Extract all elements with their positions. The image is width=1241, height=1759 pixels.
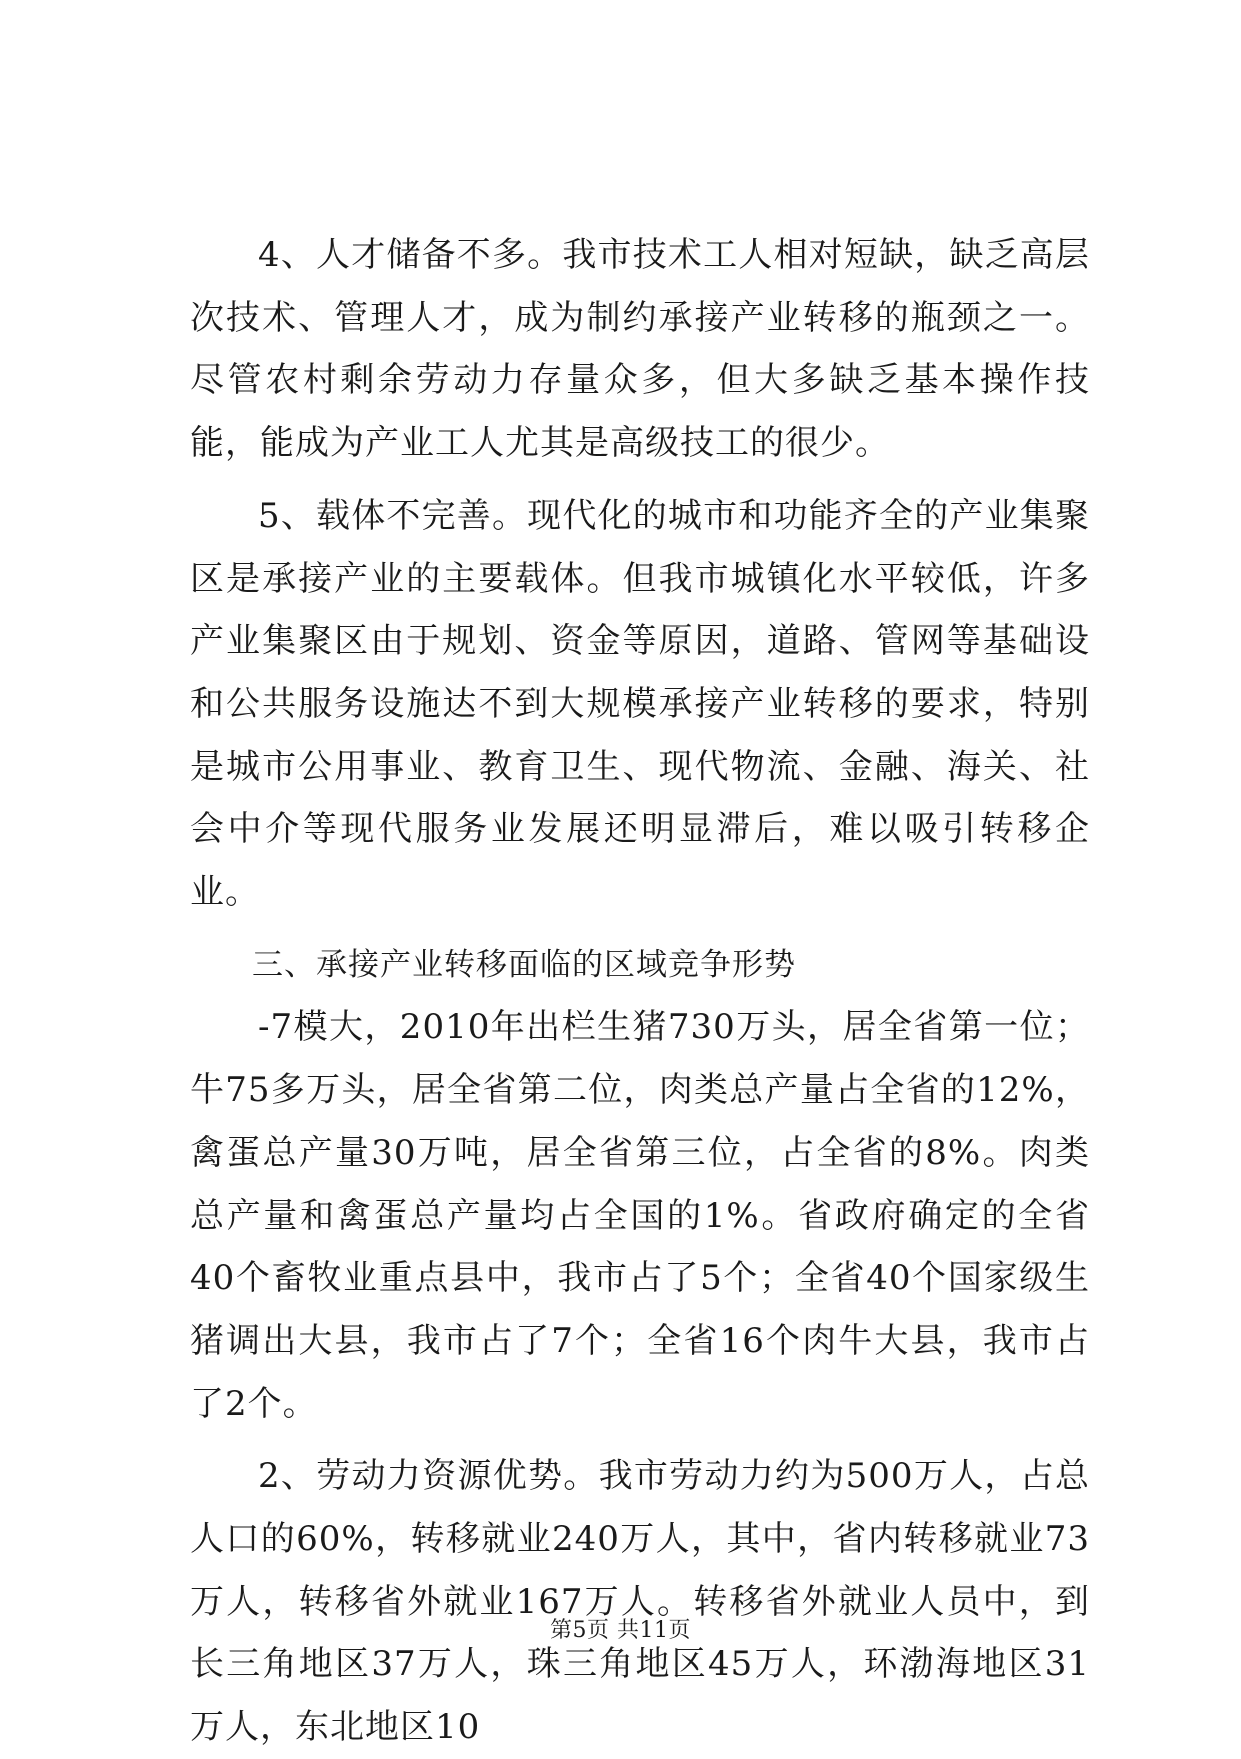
paragraph-carrier: 5、载体不完善。现代化的城市和功能齐全的产业集聚区是承接产业的主要载体。但我市城镇化水平较低，许多产业集聚区由于规划、资金等原因，道路、管网等基础设和公共服务设施达不到大规模承接产业转移的要求，特别是城市公用事业、教育卫生、现代物流、金融、海关、社会中介等现代服务业发展还明显滞后，难以吸引转移企业。 <box>190 495 1090 913</box>
paragraph-talent-reserve: 4、人才储备不多。我市技术工人相对短缺，缺乏高层次技术、管理人才，成为制约承接产业转移的瓶颈之一。尽管农村剩余劳动力存量众多，但大多缺乏基本操作技能，能成为产业工人尤其是高级技工的很少。 <box>190 235 1090 464</box>
document-body <box>190 224 1090 1759</box>
page-footer: 第5页 共11页 <box>550 1618 691 1643</box>
paragraph-livestock: -7模大，2010年出栏生猪730万头，居全省第一位；牛75多万头，居全省第二位，肉类总产量占全省的12%，禽蛋总产量30万吨，居全省第三位，占全省的8%。肉类总产量和禽蛋总产量均占全国的1%。省政府确定的全省40个畜牧业重点县中，我市占了5个；全省40个国家级生猪调出大县，我市占了7个；全省16个肉牛大县，我市占了2个。 <box>190 1007 1090 1424</box>
section-heading: 三、承接产业转移面临的区域竞争形势 <box>252 946 796 983</box>
paragraph-labor: 2、劳动力资源优势。我市劳动力约为500万人，占总人口的60%，转移就业240万人，其中，省内转移就业73万人，转移省外就业167万人。转移省外就业人员中，到长三角地区37万人，珠三角地区45万人，环渤海地区31万人，东北地区10 <box>190 1456 1090 1748</box>
